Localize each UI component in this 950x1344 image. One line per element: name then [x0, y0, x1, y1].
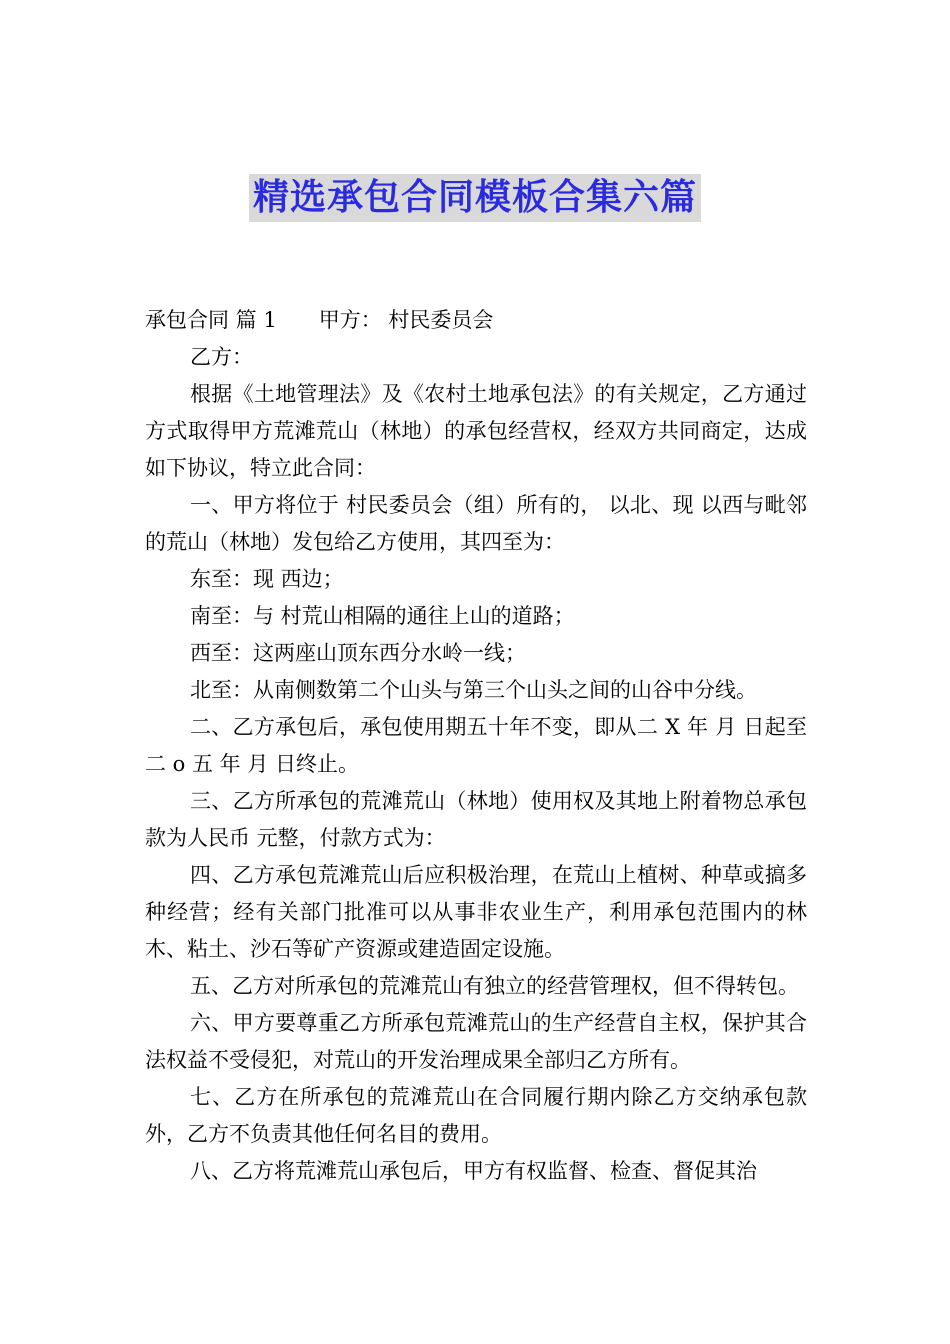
paragraph-clause-6: 六、甲方要尊重乙方所承包荒滩荒山的生产经营自主权，保护其合法权益不受侵犯，对荒山的开发治理成果全部归乙方所有。 [145, 1011, 807, 1072]
paragraph-boundary-south: 南至：与 村荒山相隔的通往上山的道路； [190, 604, 575, 628]
section-label: 承包合同 篇 1 [145, 308, 277, 332]
title-container [0, 174, 950, 222]
document-body [145, 302, 807, 1190]
party-b-label: 乙方： [190, 345, 253, 369]
paragraph-clause-3: 三、乙方所承包的荒滩荒山（林地）使用权及其地上附着物总承包款为人民币 元整，付款方式为： [145, 789, 807, 850]
paragraph-clause-2: 二、乙方承包后，承包使用期五十年不变，即从二 X 年 月 日起至二 o 五 年 月 日终止。 [145, 715, 807, 776]
paragraph-preamble: 根据《土地管理法》及《农村土地承包法》的有关规定，乙方通过 方式取得甲方荒滩荒山（林地）的承包经营权，经双方共同商定，达成如下协议，特立此合同： [145, 382, 807, 480]
paragraph-clause-8: 八、乙方将荒滩荒山承包后，甲方有权监督、检查、督促其治 [190, 1159, 757, 1183]
contract-heading-line [145, 302, 807, 339]
paragraph-clause-7: 七、乙方在所承包的荒滩荒山在合同履行期内除乙方交纳承包款外，乙方不负责其他任何名目的费用。 [145, 1085, 807, 1146]
paragraph-clause-5: 五、乙方对所承包的荒滩荒山有独立的经营管理权，但不得转包。 [190, 974, 799, 998]
paragraph-boundary-west: 西至：这两座山顶东西分水岭一线； [190, 641, 526, 665]
party-a-label: 甲方： 村民委员会 [318, 308, 494, 332]
paragraph-clause-4: 四、乙方承包荒滩荒山后应积极治理，在荒山上植树、种草或搞多种经营；经有关部门批准可以从事非农业生产，利用承包范围内的林木、粘土、沙石等矿产资源或建造固定设施。 [145, 863, 807, 961]
paragraph-boundary-east: 东至：现 西边； [190, 567, 344, 591]
document-title: 精选承包合同模板合集六篇 [249, 174, 701, 222]
paragraph-boundary-north: 北至：从南侧数第二个山头与第三个山头之间的山谷中分线。 [190, 678, 757, 702]
paragraph-clause-1: 一、甲方将位于 村民委员会（组）所有的， 以北、现 以西与毗邻的荒山（林地）发包给乙方使用，其四至为： [145, 493, 807, 554]
